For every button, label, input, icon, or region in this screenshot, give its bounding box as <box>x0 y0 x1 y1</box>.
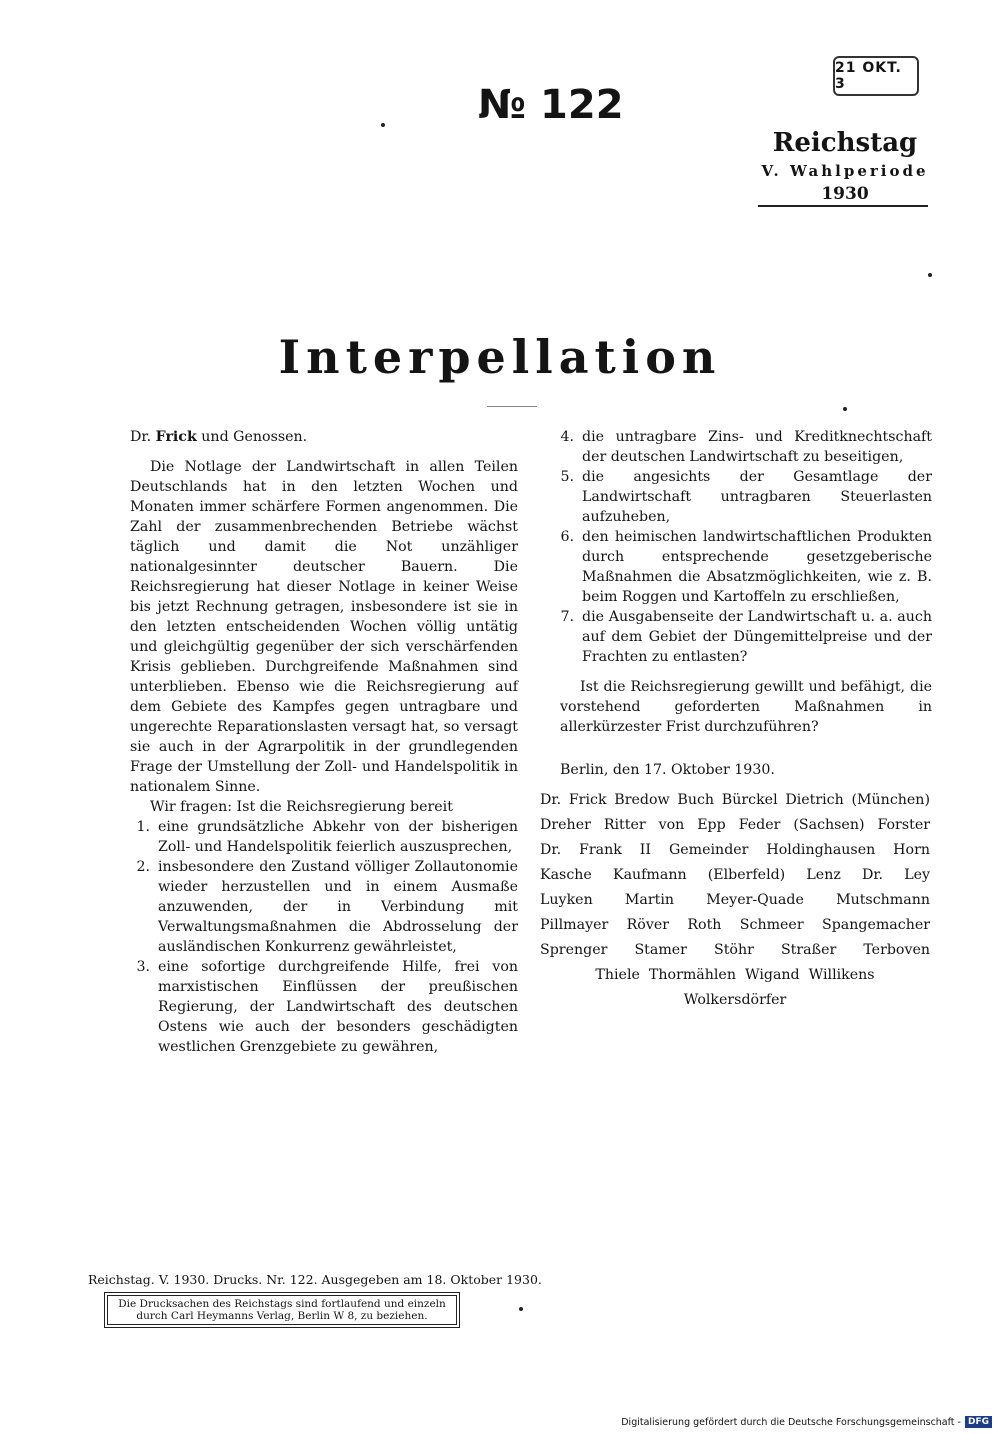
signatory-line: Luyken Martin Meyer-Quade Mutschmann <box>540 892 930 908</box>
closing-question: Ist die Reichsregierung gewillt und befähigt, die vorstehend geforderten Maßnahmen in allerkürzester Frist durchzuführen? <box>560 679 932 735</box>
scan-speck <box>519 1307 523 1311</box>
header-year: 1930 <box>821 184 869 204</box>
funding-note: Digitalisierung gefördert durch die Deutsche Forschungsgemeinschaft - <box>621 1416 961 1428</box>
distribution-notice: Die Drucksachen des Reichstags sind fortlaufend und einzeln durch Carl Heymanns Verlag, Berlin W 8, zu beziehen. <box>107 1295 457 1325</box>
scan-speck <box>928 273 932 277</box>
document-number: № 122 <box>478 82 624 128</box>
signatory-list <box>540 788 930 1013</box>
signatory-line: Kasche Kaufmann (Elberfeld) Lenz Dr. Ley <box>540 867 931 883</box>
signatory-line: Dreher Ritter von Epp Feder (Sachsen) Forster <box>540 817 931 833</box>
demand-item: 1. eine grundsätzliche Abkehr von der bisherigen Zoll- und Handelspolitik feierlich auszusprechen, <box>136 819 518 855</box>
header-body: Reichstag <box>772 128 918 158</box>
demand-item: 6. den heimischen landwirtschaftlichen Produkten durch entsprechende gesetzgeberische Maßnahmen die Absatzmöglichkeiten, wie z. B. beim Roggen und Kartoffeln zu erschließen, <box>560 529 932 605</box>
signatory-line: Pillmayer Röver Roth Schmeer Spangemacher <box>540 917 931 933</box>
header-period: V. Wahlperiode <box>761 162 929 180</box>
question-intro: Wir fragen: Ist die Reichsregierung bereit <box>150 799 453 815</box>
scan-speck <box>381 123 385 127</box>
header-underline <box>758 205 928 207</box>
signatory-line: Dr. Frank II Gemeinder Holdinghausen Horn <box>540 842 931 858</box>
date-line: Berlin, den 17. Oktober 1930. <box>560 762 775 778</box>
demand-item: 2. insbesondere den Zustand völliger Zollautonomie wieder herzustellen und in einem Ausmaße anzuwenden, der in Verbindung mit Verwaltungsmaßnahmen die Abdrosselung der ausländischen Konkurrenz gewährleistet, <box>136 859 518 955</box>
funding-credit <box>621 1416 992 1428</box>
signatory-line: Dr. Frick Bredow Buch Bürckel Dietrich (München) <box>540 792 930 808</box>
footer-imprint: Reichstag. V. 1930. Drucks. Nr. 122. Ausgegeben am 18. Oktober 1930. <box>88 1272 542 1287</box>
scan-speck <box>843 407 847 411</box>
demand-item: 7. die Ausgabenseite der Landwirtschaft u. a. auch auf dem Gebiet der Düngemittelpreise und der Frachten zu entlasten? <box>560 609 932 665</box>
signatory-line: Sprenger Stamer Stöhr Straßer Terboven <box>540 942 931 958</box>
demand-item: 5. die angesichts der Gesamtlage der Landwirtschaft untragbaren Steuerlasten aufzuheben, <box>560 469 932 525</box>
demand-item: 3. eine sofortige durchgreifende Hilfe, frei von marxistischen Einflüssen der preußischen Regierung, der Landwirtschaft des deutschen Ostens wie auch der besonders geschädigten westlichen Grenzgebiete zu gewähren, <box>136 959 518 1055</box>
title-divider <box>487 406 537 407</box>
signatory-line: Thiele Thormählen Wigand Willikens <box>595 967 875 983</box>
page-title: Interpellation <box>278 330 722 384</box>
dfg-logo: DFG <box>965 1416 992 1428</box>
left-column <box>130 427 518 1057</box>
right-column <box>560 427 932 780</box>
authors-line: Dr. Frick und Genossen. <box>130 429 308 445</box>
demand-item: 4. die untragbare Zins- und Kreditknechtschaft der deutschen Landwirtschaft zu beseitigen, <box>560 429 932 465</box>
lead-author: Frick <box>155 429 197 445</box>
intro-paragraph: Die Notlage der Landwirtschaft in allen Teilen Deutschlands hat in den letzten Wochen und Monaten immer schärfere Formen angenommen. Die Zahl der zusammenbrechenden Betriebe wächst täglich und damit die Not unzähliger nationalgesinnter deutscher Bauern. Die Reichsregierung hat dieser Notlage in keiner Weise bis jetzt Rechnung getragen, insbesondere ist sie in den letzten entscheidenden Wochen völlig untätig und gleichgültig gegenüber der sich verschärfenden Krisis geblieben. Durchgreifende Maßnahmen sind unterblieben. Ebenso wie die Reichsregierung auf dem Gebiete des Kampfes gegen untragbare und ungerechte Reparationslasten versagt hat, so versagt sie auch in der Agrarpolitik in der grundlegenden Frage der Umstellung der Zoll- und Handelspolitik in nationalem Sinne. <box>130 459 518 795</box>
archive-date-stamp: 21 OKT. 3 <box>833 56 919 96</box>
signatory-line: Wolkersdörfer <box>683 992 787 1008</box>
